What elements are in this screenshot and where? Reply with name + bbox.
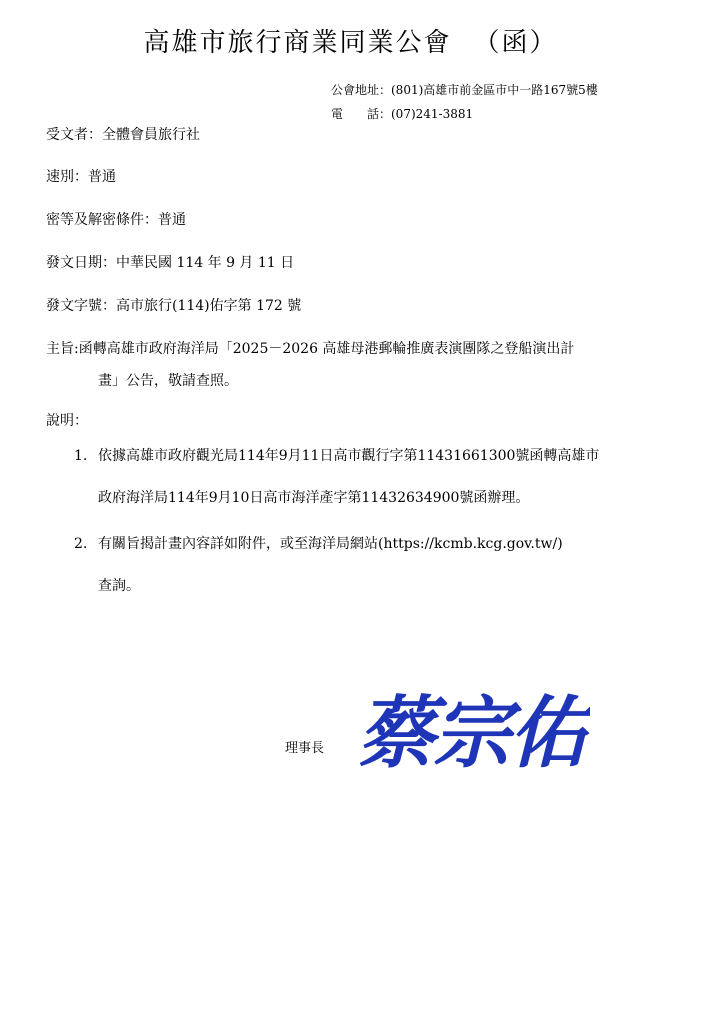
item-text-line-1: 有關旨揭計畫內容詳如附件，或至海洋局網站(https://kcmb.kcg.gov.tw/) <box>98 536 563 552</box>
document-title <box>0 22 701 59</box>
recipient-field: 受文者：全體會員旅行社 <box>46 127 200 143</box>
signature-text: 蔡宗佑 <box>357 688 586 777</box>
signature <box>355 677 590 777</box>
org-name: 高雄市旅行商業同業公會 <box>143 28 452 58</box>
item-text-line-2: 政府海洋局114年9月10日高市海洋產字第11432634900號函辦理。 <box>98 490 530 506</box>
item-number: 1. <box>74 448 88 464</box>
subject-line-2: 畫」公告，敬請查照。 <box>98 373 238 389</box>
association-address: 公會地址：(801)高雄市前金區市中一路167號5樓 <box>331 83 598 97</box>
explanation-item-2 <box>74 533 563 553</box>
speed-field: 速別：普通 <box>46 169 116 185</box>
item-text-line-1: 依據高雄市政府觀光局114年9月11日高市觀行字第11431661300號函轉高雄市 <box>98 448 600 464</box>
subject-line-1: 主旨:函轉高雄市政府海洋局「2025－2026 高雄母港郵輪推廣表演團隊之登船演出計 <box>46 341 575 357</box>
association-phone: 電 話：(07)241-3881 <box>331 107 474 121</box>
doc-type: （函） <box>473 28 558 58</box>
item-number: 2. <box>74 536 88 552</box>
issue-date-field: 發文日期：中華民國 114 年 9 月 11 日 <box>46 255 295 271</box>
doc-number-field: 發文字號：高市旅行(114)佑字第 172 號 <box>46 298 302 314</box>
chairman-title: 理事長 <box>285 741 325 756</box>
explanation-item-1 <box>74 445 599 465</box>
classification-field: 密等及解密條件：普通 <box>46 212 186 228</box>
explanation-label: 說明： <box>46 413 88 429</box>
item-text-line-2: 查詢。 <box>98 578 140 594</box>
